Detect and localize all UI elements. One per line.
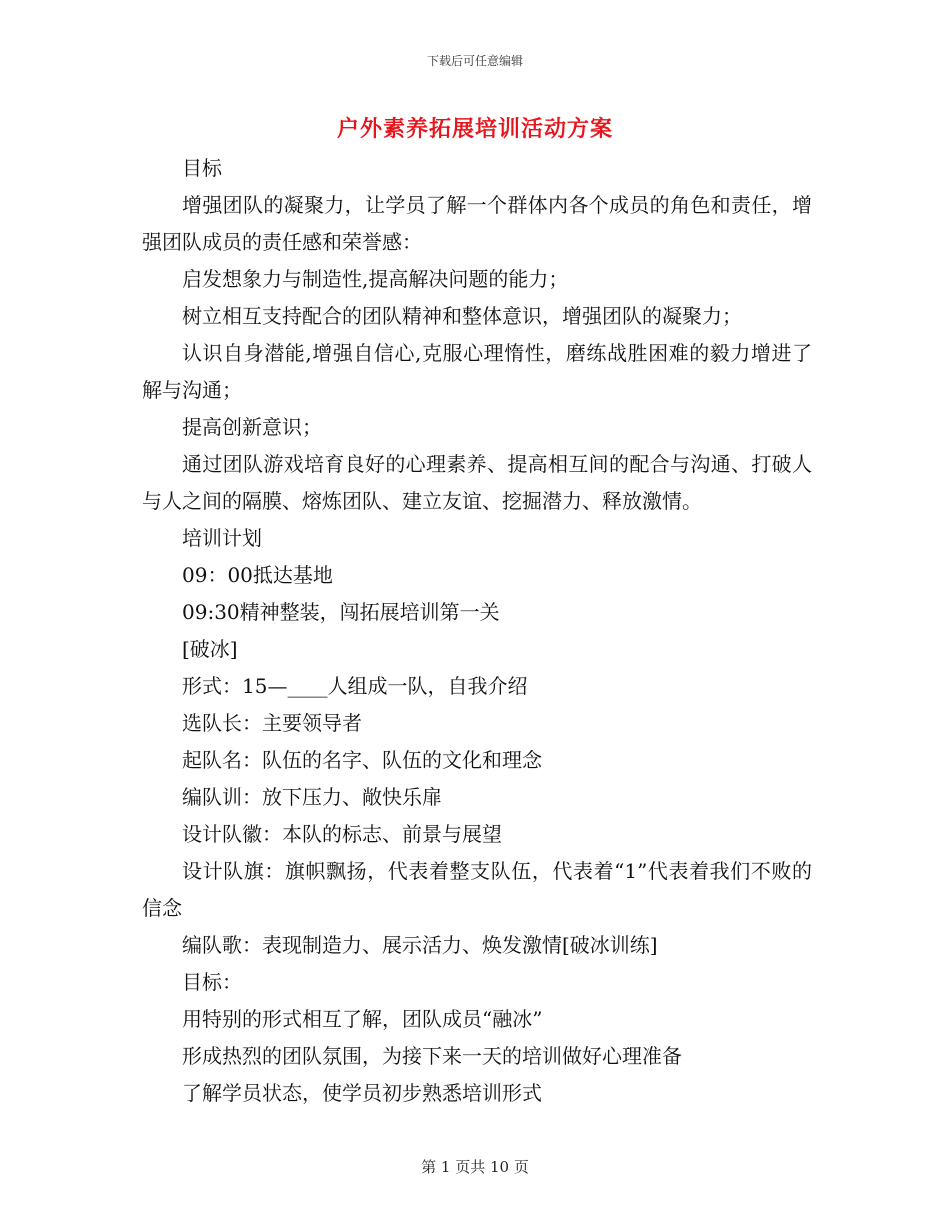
header-note: 下载后可任意编辑 [426, 54, 523, 68]
paragraph-team-song: 编队歌：表现制造力、展示活力、焕发激情[破冰训练] [182, 933, 658, 957]
paragraph-goal-6: 通过团队游戏培育良好的心理素养、提高相互间的配合与沟通、打破人与人之间的隔膜、熔炼团队、建立友谊、挖掘潜力、释放激情。 [142, 452, 812, 513]
paragraph-team-name: 起队名：队伍的名字、队伍的文化和理念 [182, 748, 542, 772]
document-title: 户外素养拓展培训活动方案 [336, 116, 613, 142]
paragraph-goal-2: 启发想象力与制造性,提高解决问题的能力； [182, 267, 569, 291]
paragraph-goal-3: 树立相互支持配合的团队精神和整体意识，增强团队的凝聚力； [182, 304, 742, 328]
paragraph-team-motto: 编队训：放下压力、敞快乐扉 [182, 785, 442, 809]
paragraph-team-badge: 设计队徽：本队的标志、前景与展望 [182, 822, 502, 846]
paragraph-goal-4: 认识自身潜能,增强自信心,克服心理惰性，磨练战胜困难的毅力增进了解与沟通； [142, 341, 812, 402]
paragraph-format: 形式：15—____人组成一队，自我介绍 [182, 674, 528, 698]
paragraph-goal-heading: 目标 [182, 156, 222, 180]
paragraph-icebreak-goal-heading: 目标： [182, 970, 242, 994]
paragraph-icebreak-goal-1: 用特别的形式相互了解，团队成员“融冰” [182, 1007, 543, 1031]
paragraph-team-flag: 设计队旗：旗帜飘扬，代表着整支队伍，代表着“1”代表着我们不败的信念 [142, 859, 812, 920]
paragraph-icebreak-goal-3: 了解学员状态，使学员初步熟悉培训形式 [182, 1081, 542, 1105]
paragraph-icebreak-goal-2: 形成热烈的团队氛围，为接下来一天的培训做好心理准备 [182, 1044, 682, 1068]
paragraph-icebreak-heading: [破冰] [182, 637, 238, 661]
paragraph-captain: 选队长：主要领导者 [182, 711, 362, 735]
paragraph-schedule-1: 09：00抵达基地 [182, 563, 333, 587]
document-body [142, 150, 812, 1112]
paragraph-goal-1: 增强团队的凝聚力，让学员了解一个群体内各个成员的角色和责任，增强团队成员的责任感和荣誉感： [142, 193, 812, 254]
paragraph-plan-heading: 培训计划 [182, 526, 262, 550]
paragraph-schedule-2: 09:30精神整装，闯拓展培训第一关 [182, 600, 500, 624]
page-footer: 第 1 页共 10 页 [421, 1158, 529, 1176]
paragraph-goal-5: 提高创新意识； [182, 415, 322, 439]
